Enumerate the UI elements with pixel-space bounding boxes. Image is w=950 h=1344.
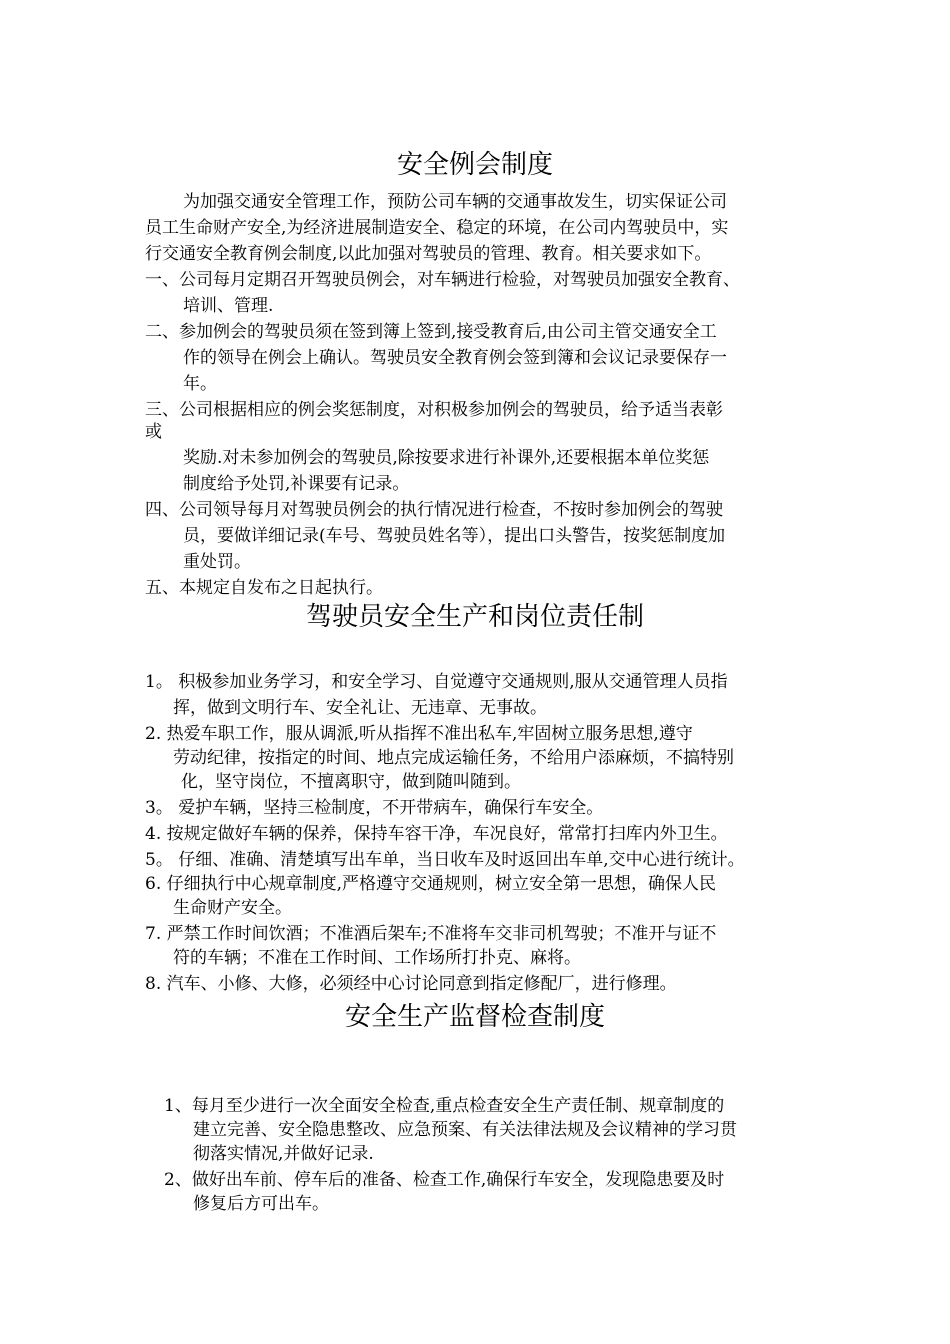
intro-line: 行交通安全教育例会制度,以此加强对驾驶员的管理、教育。相关要求如下。 [145, 244, 712, 264]
rule-line: 员，要做详细记录(车号、驾驶员姓名等），提出口头警告，按奖惩制度加 [183, 526, 726, 546]
rule-line: 二、参加例会的驾驶员须在签到簿上签到,接受教育后,由公司主管交通安全工 [145, 322, 717, 342]
intro-line: 员工生命财产安全,为经济进展制造安全、稳定的环境，在公司内驾驶员中，实 [145, 218, 729, 238]
rule-line: 三、公司根据相应的例会奖惩制度，对积极参加例会的驾驶员，给予适当表彰 [145, 400, 723, 420]
rule-line: 年。 [183, 374, 217, 394]
duty-line: 劳动纪律，按指定的时间、地点完成运输任务，不给用户添麻烦，不搞特别 [173, 748, 734, 768]
duty-line: 4. 按规定做好车辆的保养，保持车容干净，车况良好，常常打扫库内外卫生。 [145, 824, 728, 844]
duty-line: 5。 仔细、准确、清楚填写出车单，当日收车及时返回出车单,交中心进行统计。 [145, 850, 745, 870]
duty-line: 6. 仔细执行中心规章制度,严格遵守交通规则，树立安全第一思想，确保人民 [145, 874, 717, 894]
check-line: 建立完善、安全隐患整改、应急预案、有关法律法规及会议精神的学习贯 [193, 1120, 737, 1140]
rule-line: 五、本规定自发布之日起执行。 [145, 578, 383, 598]
rule-line: 作的领导在例会上确认。驾驶员安全教育例会签到簿和会议记录要保存一 [183, 348, 727, 368]
duty-line: 3。 爱护车辆，坚持三检制度，不开带病车，确保行车安全。 [145, 798, 604, 818]
rule-line: 或 [145, 422, 162, 442]
check-line: 修复后方可出车。 [193, 1194, 329, 1214]
duty-line: 2. 热爱车职工作，服从调派,听从指挥不准出私车,牢固树立服务思想,遵守 [145, 724, 693, 744]
duty-line: 7. 严禁工作时间饮酒；不准酒后架车;不准将车交非司机驾驶；不准开与证不 [145, 924, 717, 944]
duty-line: 8. 汽车、小修、大修，必须经中心讨论同意到指定修配厂，进行修理。 [145, 974, 677, 994]
section-title: 安全例会制度 [396, 150, 553, 180]
rule-line: 重处罚。 [183, 552, 251, 572]
check-line: 2、做好出车前、停车后的准备、检查工作,确保行车安全，发现隐患要及时 [164, 1170, 725, 1190]
duty-line: 化，坚守岗位，不擅离职守，做到随叫随到。 [181, 772, 521, 792]
duty-line: 符的车辆；不准在工作时间、工作场所打扑克、麻将。 [173, 948, 581, 968]
rule-line: 一、公司每月定期召开驾驶员例会，对车辆进行检验，对驾驶员加强安全教育、 [145, 270, 740, 290]
check-line: 彻落实情况,并做好记录. [193, 1144, 374, 1164]
intro-line: 为加强交通安全管理工作，预防公司车辆的交通事故发生，切实保证公司 [183, 192, 727, 212]
duty-line: 1。 积极参加业务学习，和安全学习、自觉遵守交通规则,服从交通管理人员指 [145, 672, 728, 692]
duty-line: 生命财产安全。 [173, 898, 292, 918]
rule-line: 四、公司领导每月对驾驶员例会的执行情况进行检查，不按时参加例会的驾驶 [145, 500, 723, 520]
duty-line: 挥，做到文明行车、安全礼让、无违章、无事故。 [173, 698, 547, 718]
rule-line: 奖励.对未参加例会的驾驶员,除按要求进行补课外,还要根据本单位奖惩 [183, 448, 710, 468]
check-line: 1、每月至少进行一次全面安全检查,重点检查安全生产责任制、规章制度的 [164, 1096, 725, 1116]
rule-line: 培训、管理. [183, 296, 274, 316]
rule-line: 制度给予处罚,补课要有记录。 [183, 474, 410, 494]
section-title: 安全生产监督检查制度 [344, 1002, 605, 1032]
section-title: 驾驶员安全生产和岗位责任制 [305, 602, 644, 632]
